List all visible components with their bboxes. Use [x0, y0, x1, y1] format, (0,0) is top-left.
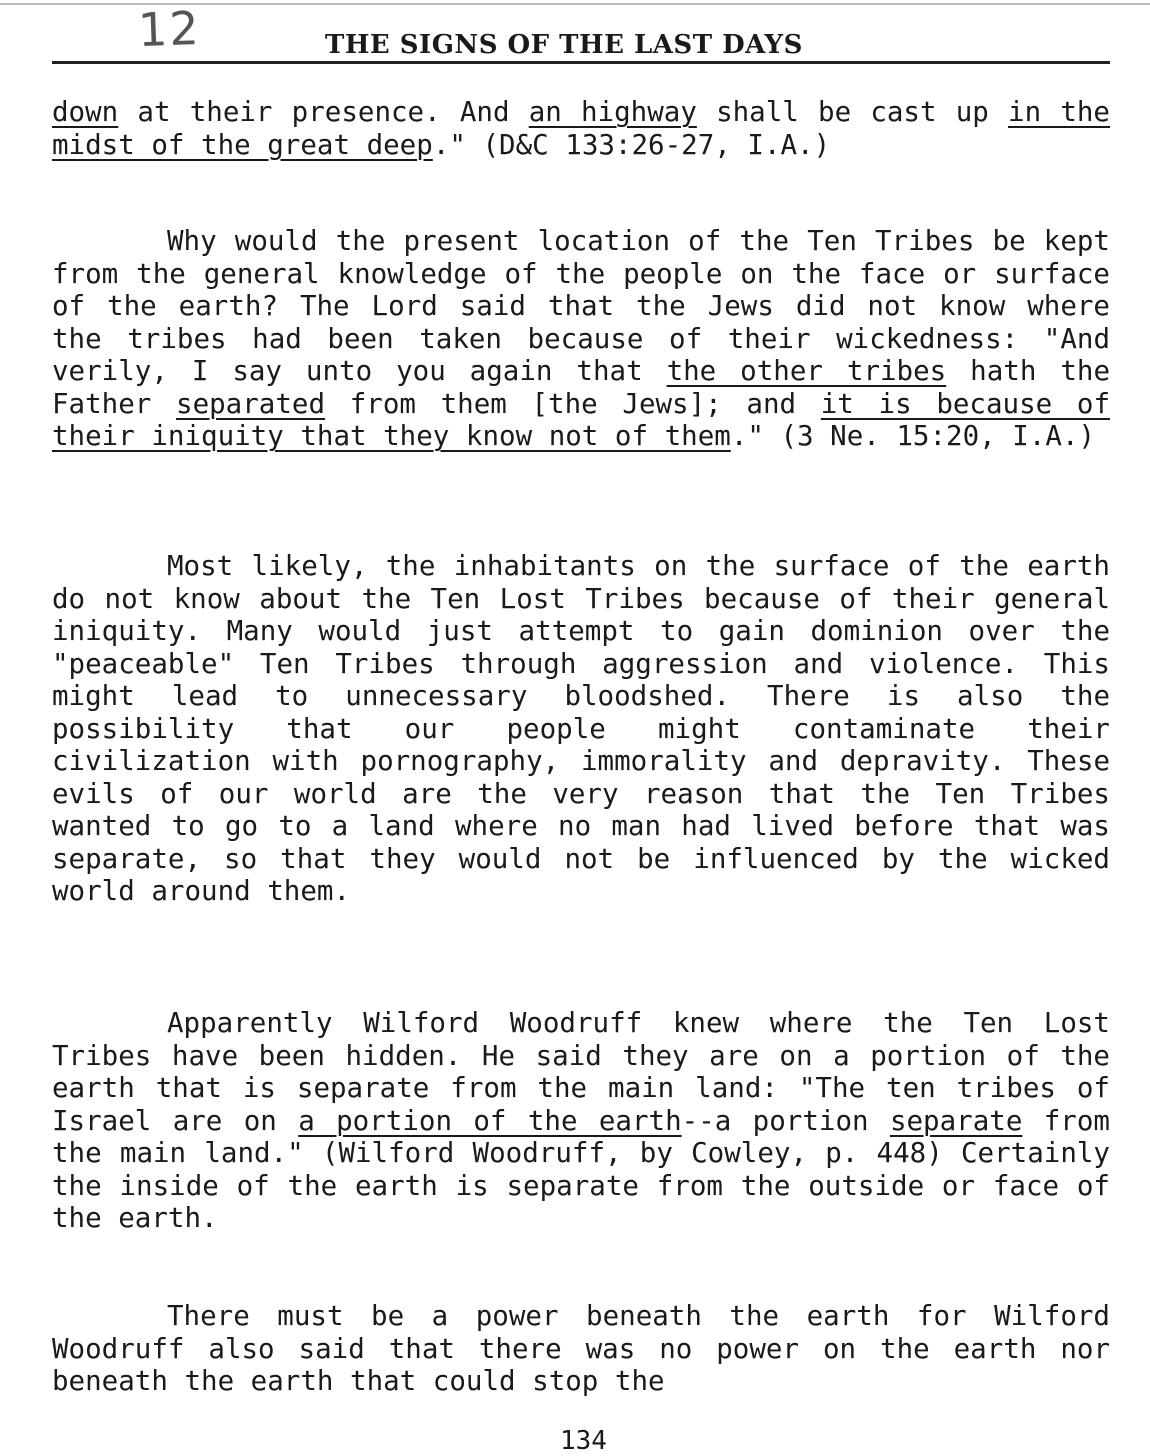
footer-page-number: 134 — [560, 1426, 607, 1456]
underlined-text: separate — [889, 1104, 1023, 1137]
text-run: --a portion — [681, 1104, 890, 1137]
text-run: hath the Father — [52, 355, 1110, 420]
underlined-text: a portion of the earth — [298, 1104, 682, 1137]
underlined-text: in the midst of the great deep — [52, 96, 1110, 161]
paragraph-4 — [52, 1007, 1110, 1235]
underlined-text: it is because of their iniquity that they know not of them — [52, 387, 1110, 452]
paragraph-1 — [52, 96, 1110, 161]
running-header: THE SIGNS OF THE LAST DAYS — [325, 30, 803, 60]
text-run: ." (D&C 133:26-27, I.A.) — [432, 128, 831, 161]
handwritten-page-number: 12 — [137, 0, 202, 58]
underlined-text: separated — [176, 387, 326, 420]
text-run: at their presence. And — [118, 96, 529, 128]
text-run: Apparently Wilford Woodruff knew where the Ten Lost Tribes have been hidden. He said they are on a portion of the earth that is separate from the main land: "The ten tribes of Israel are on — [52, 1007, 1110, 1137]
text-run: Why would the present location of the Ten Tribes be kept from the general knowledge of the people on the face or surface of the earth? The Lord said that the Jews did not know where the tribes had been taken because of their wickedness: "And verily, I say unto you again that — [52, 225, 1110, 387]
underlined-text: the other tribes — [666, 355, 947, 387]
text-run: ." (3 Ne. 15:20, I.A.) — [730, 420, 1096, 452]
paragraph-2 — [52, 225, 1110, 453]
header-rule — [52, 61, 1110, 64]
text-run: Most likely, the inhabitants on the surface of the earth do not know about the Ten Lost Tribes because of their general iniquity. Many would just attempt to gain dominion over the "peaceable" Ten Tribes through aggression and violence. This might lead to unnecessary bloodshed. There is also the possibility that our people might contaminate their civilization with pornography, immorality and depravity. These evils of our world are the very reason that the Ten Tribes wanted to go to a land where no man had lived before that was separate, so that they would not be influenced by the wicked world around them. — [52, 550, 1110, 907]
underlined-text: an highway — [528, 96, 697, 128]
paragraph-5 — [52, 1300, 1110, 1398]
text-run: There must be a power beneath the earth for Wilford Woodruff also said that there was no power on the earth nor beneath the earth that could stop the — [52, 1300, 1110, 1397]
text-run: shall be cast up — [696, 96, 1009, 128]
underlined-text: down — [52, 96, 119, 128]
paragraph-3 — [52, 550, 1110, 908]
text-run: from the main land." (Wilford Woodruff, by Cowley, p. 448) Certainly the inside of the earth is separate from the outside or face of the earth. — [52, 1104, 1110, 1234]
text-run: from them [the Jews]; and — [325, 387, 821, 420]
